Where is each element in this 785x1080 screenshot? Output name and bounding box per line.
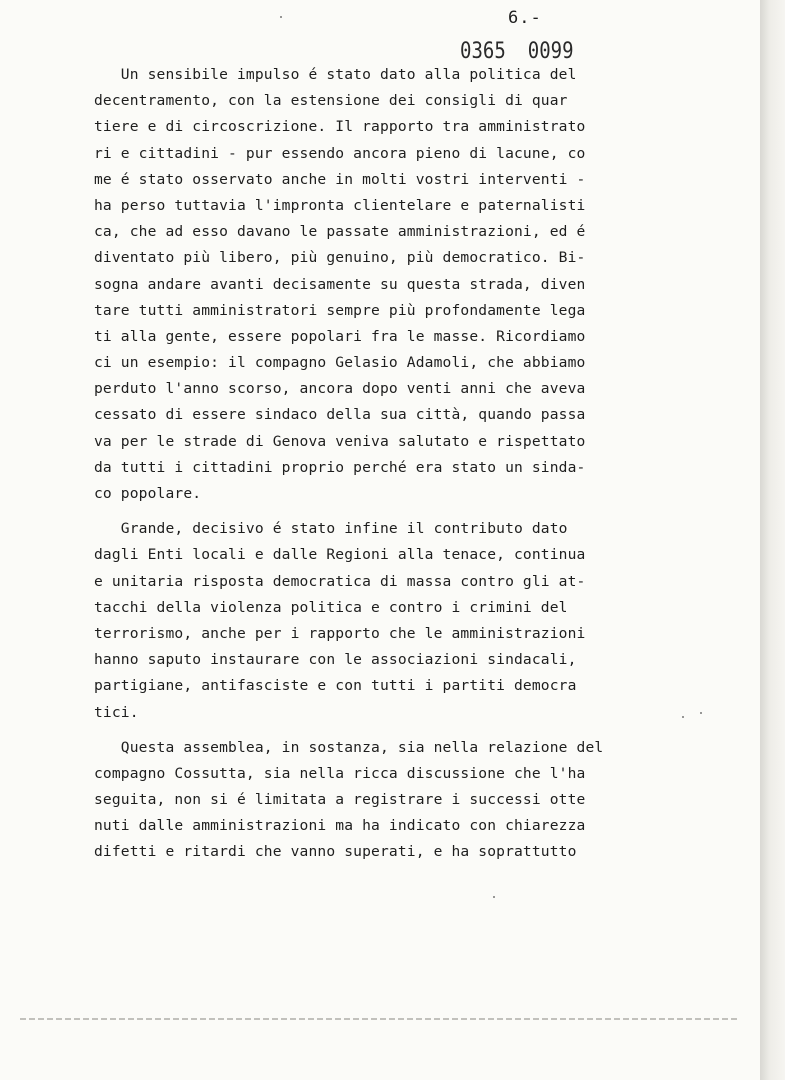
text-line: tiere e di circoscrizione. Il rapporto tra amministrato xyxy=(94,118,586,136)
scan-speck xyxy=(280,16,282,18)
paragraph-gap xyxy=(94,507,654,516)
text-line: tacchi della violenza politica e contro i crimini del xyxy=(94,598,568,616)
text-line: Un sensibile impulso é stato dato alla politica del xyxy=(94,66,577,83)
scan-edge xyxy=(760,0,785,1080)
text-line: partigiane, antifasciste e con tutti i partiti democra xyxy=(94,677,577,695)
text-line: va per le strade di Genova veniva salutato e rispettato xyxy=(94,432,586,450)
scan-speck xyxy=(682,716,684,718)
archive-stamp xyxy=(460,38,596,63)
scan-fold-line xyxy=(20,1018,740,1020)
text-line: da tutti i cittadini proprio perché era stato un sinda- xyxy=(94,458,586,476)
text-line: tare tutti amministratori sempre più profondamente lega xyxy=(94,301,586,319)
text-line: ca, che ad esso davano le passate amministrazioni, ed é xyxy=(94,223,586,241)
text-line: difetti e ritardi che vanno superati, e ha soprattutto xyxy=(94,843,577,861)
text-line: seguita, non si é limitata a registrare i successi otte xyxy=(94,791,586,809)
text-line: terrorismo, anche per i rapporto che le amministrazioni xyxy=(94,624,586,642)
text-line: diventato più libero, più genuino, più democratico. Bi- xyxy=(94,249,586,267)
archive-code-first: 0365 xyxy=(460,38,506,64)
text-line: sogna andare avanti decisamente su questa strada, diven xyxy=(94,275,586,293)
scan-speck xyxy=(700,712,702,714)
text-line: me é stato osservato anche in molti vostri interventi - xyxy=(94,170,586,188)
text-line: nuti dalle amministrazioni ma ha indicato con chiarezza xyxy=(94,817,586,835)
text-line: decentramento, con la estensione dei consigli di quar xyxy=(94,92,568,110)
text-line: perduto l'anno scorso, ancora dopo venti anni che aveva xyxy=(94,380,586,398)
archive-code-second: 0099 xyxy=(527,38,574,64)
text-line: compagno Cossutta, sia nella ricca discussione che l'ha xyxy=(94,764,586,782)
text-line: ha perso tuttavia l'impronta clientelare e paternalisti xyxy=(94,196,586,214)
scan-speck xyxy=(493,896,495,898)
text-line: ci un esempio: il compagno Gelasio Adamoli, che abbiamo xyxy=(94,354,586,372)
text-line: e unitaria risposta democratica di massa contro gli at- xyxy=(94,572,586,590)
typewritten-body xyxy=(94,62,654,866)
text-line: ri e cittadini - pur essendo ancora pieno di lacune, co xyxy=(94,144,586,162)
text-line: cessato di essere sindaco della sua città, quando passa xyxy=(94,406,586,424)
text-line: Grande, decisivo é stato infine il contributo dato xyxy=(94,520,568,538)
text-line: Questa assemblea, in sostanza, sia nella relazione del xyxy=(94,738,604,756)
text-line: ti alla gente, essere popolari fra le masse. Ricordiamo xyxy=(94,327,586,345)
text-line: dagli Enti locali e dalle Regioni alla tenace, continua xyxy=(94,546,586,564)
text-line: co popolare. xyxy=(94,485,202,502)
page-number: 6.- xyxy=(508,8,542,28)
text-line: tici. xyxy=(94,703,139,721)
paragraph-gap xyxy=(94,726,654,735)
text-line: hanno saputo instaurare con le associazioni sindacali, xyxy=(94,651,577,669)
